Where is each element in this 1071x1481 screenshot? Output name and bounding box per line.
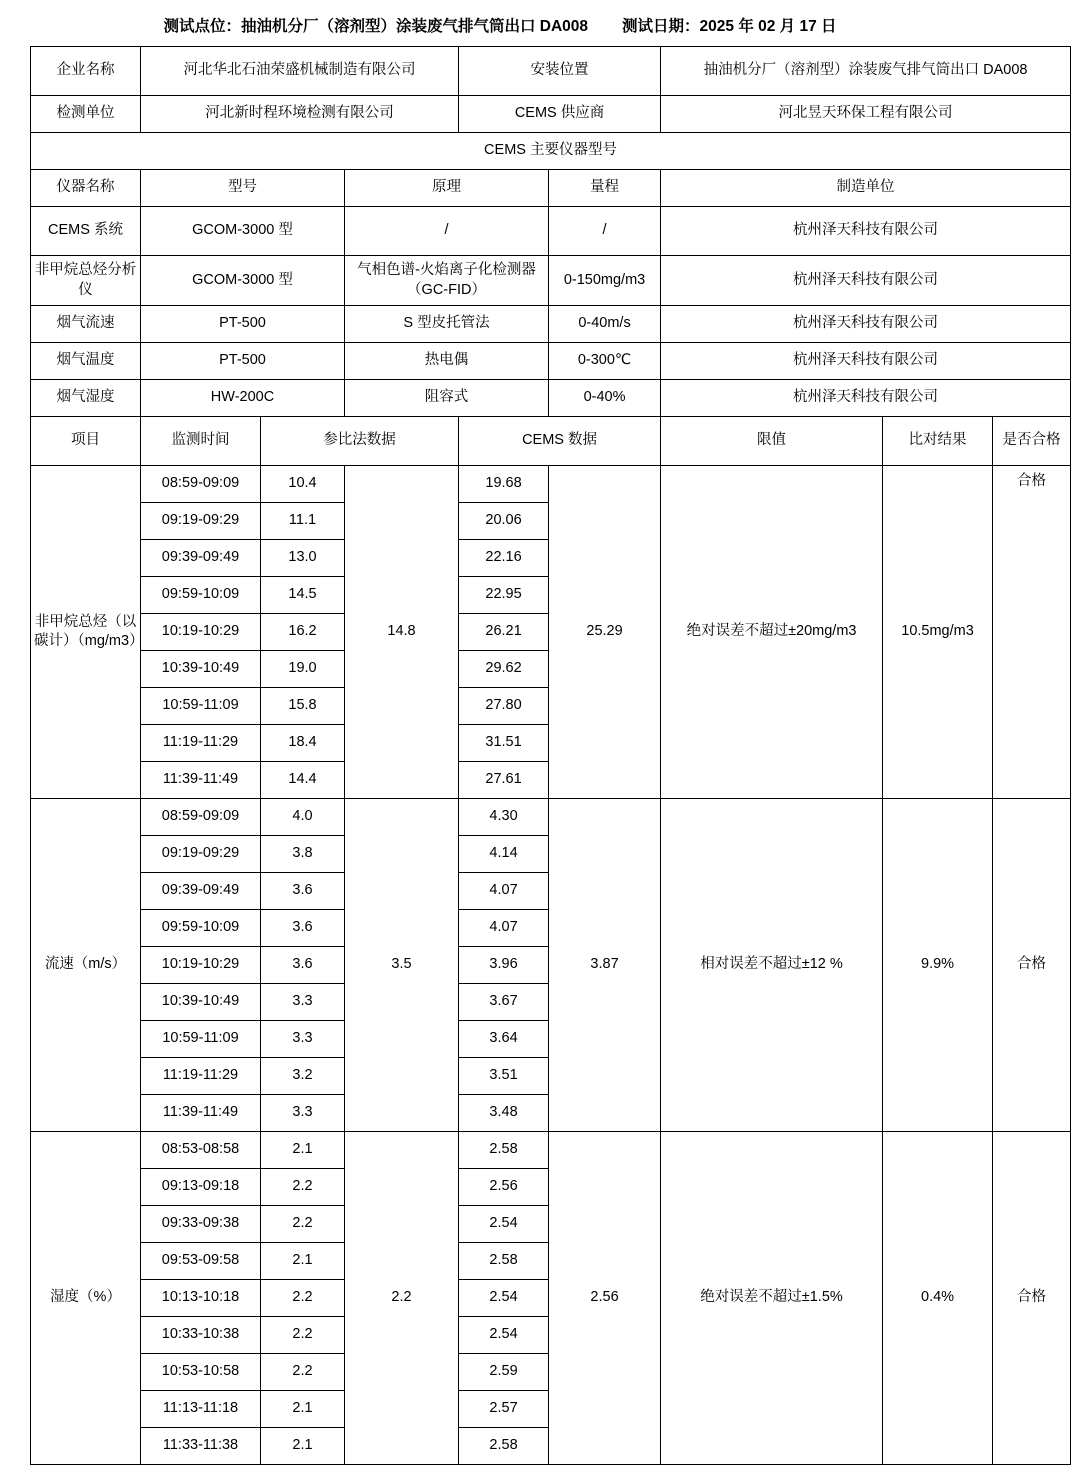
measure-time: 09:53-09:58: [141, 1243, 261, 1280]
reference-value: 11.1: [261, 503, 345, 540]
cems-average: 3.87: [549, 799, 661, 1132]
reference-value: 13.0: [261, 540, 345, 577]
col-compare: 比对结果: [883, 417, 993, 466]
reference-value: 14.4: [261, 762, 345, 799]
col-time: 监测时间: [141, 417, 261, 466]
reference-value: 3.8: [261, 836, 345, 873]
table-row-measurement: [31, 466, 1071, 503]
reference-value: 3.6: [261, 873, 345, 910]
cems-value: 27.61: [459, 762, 549, 799]
measure-time: 10:19-10:29: [141, 947, 261, 984]
col-instrument-maker: 制造单位: [661, 170, 1071, 207]
measure-time: 09:33-09:38: [141, 1206, 261, 1243]
reference-value: 2.1: [261, 1132, 345, 1169]
measure-time: 08:59-09:09: [141, 799, 261, 836]
instrument-model: PT-500: [141, 306, 345, 343]
measure-time: 11:39-11:49: [141, 762, 261, 799]
col-reference: 参比法数据: [261, 417, 459, 466]
compare-result: 10.5mg/m3: [883, 466, 993, 799]
cems-value: 19.68: [459, 466, 549, 503]
cems-value: 22.16: [459, 540, 549, 577]
reference-average: 3.5: [345, 799, 459, 1132]
table-row-instrument: [31, 207, 1071, 256]
cems-value: 2.54: [459, 1206, 549, 1243]
cems-supplier-label: CEMS 供应商: [459, 96, 661, 133]
reference-value: 3.3: [261, 1021, 345, 1058]
col-limit: 限值: [661, 417, 883, 466]
instrument-principle: 气相色谱-火焰离子化检测器（GC-FID）: [345, 256, 549, 306]
instrument-maker: 杭州泽天科技有限公司: [661, 343, 1071, 380]
cems-value: 4.14: [459, 836, 549, 873]
measure-time: 09:59-10:09: [141, 910, 261, 947]
cems-value: 3.67: [459, 984, 549, 1021]
group-item-label: 非甲烷总烃（以碳计）（mg/m3）: [31, 466, 141, 799]
instrument-model: HW-200C: [141, 380, 345, 417]
measure-time: 11:33-11:38: [141, 1428, 261, 1465]
cems-value: 3.48: [459, 1095, 549, 1132]
reference-value: 2.2: [261, 1280, 345, 1317]
reference-value: 2.1: [261, 1428, 345, 1465]
measure-time: 10:59-11:09: [141, 1021, 261, 1058]
table-row-instrument-header: [31, 170, 1071, 207]
measure-time: 10:59-11:09: [141, 688, 261, 725]
testing-unit-label: 检测单位: [31, 96, 141, 133]
instrument-name: 非甲烷总烃分析仪: [31, 256, 141, 306]
instrument-principle: 阻容式: [345, 380, 549, 417]
table-row-instrument-title: [31, 133, 1071, 170]
instrument-maker: 杭州泽天科技有限公司: [661, 207, 1071, 256]
reference-value: 4.0: [261, 799, 345, 836]
cems-value: 3.51: [459, 1058, 549, 1095]
instrument-range: 0-150mg/m3: [549, 256, 661, 306]
reference-value: 2.1: [261, 1243, 345, 1280]
col-cems: CEMS 数据: [459, 417, 661, 466]
reference-value: 19.0: [261, 651, 345, 688]
report-table: [30, 46, 1071, 1465]
instrument-name: 烟气温度: [31, 343, 141, 380]
instrument-model: GCOM-3000 型: [141, 207, 345, 256]
compare-result: 0.4%: [883, 1132, 993, 1465]
qualified-flag: 合格: [993, 1132, 1071, 1465]
reference-value: 2.1: [261, 1391, 345, 1428]
table-row-instrument: [31, 380, 1071, 417]
reference-value: 2.2: [261, 1169, 345, 1206]
cems-value: 26.21: [459, 614, 549, 651]
measure-time: 09:59-10:09: [141, 577, 261, 614]
instrument-principle: S 型皮托管法: [345, 306, 549, 343]
instrument-name: 烟气湿度: [31, 380, 141, 417]
table-row-measurement: [31, 1132, 1071, 1169]
measure-time: 10:39-10:49: [141, 984, 261, 1021]
reference-value: 3.6: [261, 947, 345, 984]
reference-value: 16.2: [261, 614, 345, 651]
measure-time: 11:39-11:49: [141, 1095, 261, 1132]
cems-value: 31.51: [459, 725, 549, 762]
reference-average: 2.2: [345, 1132, 459, 1465]
reference-value: 2.2: [261, 1354, 345, 1391]
group-item-label: 湿度（%）: [31, 1132, 141, 1465]
instrument-model: GCOM-3000 型: [141, 256, 345, 306]
company-value: 河北华北石油荣盛机械制造有限公司: [141, 47, 459, 96]
group-item-label: 流速（m/s）: [31, 799, 141, 1132]
measure-time: 11:13-11:18: [141, 1391, 261, 1428]
reference-value: 3.3: [261, 1095, 345, 1132]
col-instrument-range: 量程: [549, 170, 661, 207]
instrument-maker: 杭州泽天科技有限公司: [661, 380, 1071, 417]
reference-value: 15.8: [261, 688, 345, 725]
install-value: 抽油机分厂（溶剂型）涂装废气排气筒出口 DA008: [661, 47, 1071, 96]
cems-value: 2.54: [459, 1317, 549, 1354]
cems-supplier-value: 河北昱天环保工程有限公司: [661, 96, 1071, 133]
reference-value: 3.6: [261, 910, 345, 947]
qualified-flag: 合格: [993, 466, 1071, 799]
table-row-company: [31, 47, 1071, 96]
col-instrument-model: 型号: [141, 170, 345, 207]
reference-value: 3.2: [261, 1058, 345, 1095]
limit-value: 相对误差不超过±12 %: [661, 799, 883, 1132]
cems-value: 20.06: [459, 503, 549, 540]
limit-value: 绝对误差不超过±1.5%: [661, 1132, 883, 1465]
table-row-instrument: [31, 256, 1071, 306]
cems-value: 4.30: [459, 799, 549, 836]
reference-value: 2.2: [261, 1206, 345, 1243]
col-qualified: 是否合格: [993, 417, 1071, 466]
cems-value: 4.07: [459, 873, 549, 910]
testing-unit-value: 河北新时程环境检测有限公司: [141, 96, 459, 133]
measure-time: 09:19-09:29: [141, 836, 261, 873]
cems-value: 4.07: [459, 910, 549, 947]
instrument-maker: 杭州泽天科技有限公司: [661, 306, 1071, 343]
reference-value: 2.2: [261, 1317, 345, 1354]
limit-value: 绝对误差不超过±20mg/m3: [661, 466, 883, 799]
qualified-flag: 合格: [993, 799, 1071, 1132]
instrument-range: 0-300℃: [549, 343, 661, 380]
cems-value: 2.58: [459, 1428, 549, 1465]
instrument-principle: 热电偶: [345, 343, 549, 380]
cems-value: 29.62: [459, 651, 549, 688]
reference-average: 14.8: [345, 466, 459, 799]
cems-value: 2.56: [459, 1169, 549, 1206]
table-row-testing-unit: [31, 96, 1071, 133]
measure-time: 08:53-08:58: [141, 1132, 261, 1169]
table-row-instrument: [31, 306, 1071, 343]
instrument-range: /: [549, 207, 661, 256]
col-item: 项目: [31, 417, 141, 466]
reference-value: 14.5: [261, 577, 345, 614]
install-label: 安装位置: [459, 47, 661, 96]
cems-value: 2.59: [459, 1354, 549, 1391]
measure-time: 10:13-10:18: [141, 1280, 261, 1317]
col-instrument-principle: 原理: [345, 170, 549, 207]
compare-result: 9.9%: [883, 799, 993, 1132]
measure-time: 10:19-10:29: [141, 614, 261, 651]
cems-value: 3.96: [459, 947, 549, 984]
instrument-principle: /: [345, 207, 549, 256]
company-label: 企业名称: [31, 47, 141, 96]
instrument-range: 0-40%: [549, 380, 661, 417]
cems-average: 2.56: [549, 1132, 661, 1465]
test-date-label: 测试日期：2025 年 02 月 17 日: [622, 18, 837, 35]
reference-value: 18.4: [261, 725, 345, 762]
measure-time: 10:39-10:49: [141, 651, 261, 688]
cems-value: 3.64: [459, 1021, 549, 1058]
cems-value: 27.80: [459, 688, 549, 725]
instrument-name: CEMS 系统: [31, 207, 141, 256]
measure-time: 10:53-10:58: [141, 1354, 261, 1391]
test-site-label: 测试点位：抽油机分厂（溶剂型）涂装废气排气筒出口 DA008: [163, 18, 589, 35]
measure-time: 09:39-09:49: [141, 540, 261, 577]
instrument-maker: 杭州泽天科技有限公司: [661, 256, 1071, 306]
instrument-model: PT-500: [141, 343, 345, 380]
measure-time: 09:13-09:18: [141, 1169, 261, 1206]
cems-value: 2.54: [459, 1280, 549, 1317]
cems-value: 2.58: [459, 1132, 549, 1169]
measure-time: 08:59-09:09: [141, 466, 261, 503]
instrument-name: 烟气流速: [31, 306, 141, 343]
cems-average: 25.29: [549, 466, 661, 799]
cems-value: 2.58: [459, 1243, 549, 1280]
measure-time: 11:19-11:29: [141, 725, 261, 762]
document-header: [30, 10, 970, 46]
table-row-measurement: [31, 799, 1071, 836]
instrument-range: 0-40m/s: [549, 306, 661, 343]
instrument-section-title: CEMS 主要仪器型号: [31, 133, 1071, 170]
measure-time: 11:19-11:29: [141, 1058, 261, 1095]
measure-time: 09:39-09:49: [141, 873, 261, 910]
col-instrument-name: 仪器名称: [31, 170, 141, 207]
measure-time: 10:33-10:38: [141, 1317, 261, 1354]
table-row-data-header: [31, 417, 1071, 466]
reference-value: 3.3: [261, 984, 345, 1021]
table-row-instrument: [31, 343, 1071, 380]
cems-value: 22.95: [459, 577, 549, 614]
reference-value: 10.4: [261, 466, 345, 503]
cems-value: 2.57: [459, 1391, 549, 1428]
measure-time: 09:19-09:29: [141, 503, 261, 540]
